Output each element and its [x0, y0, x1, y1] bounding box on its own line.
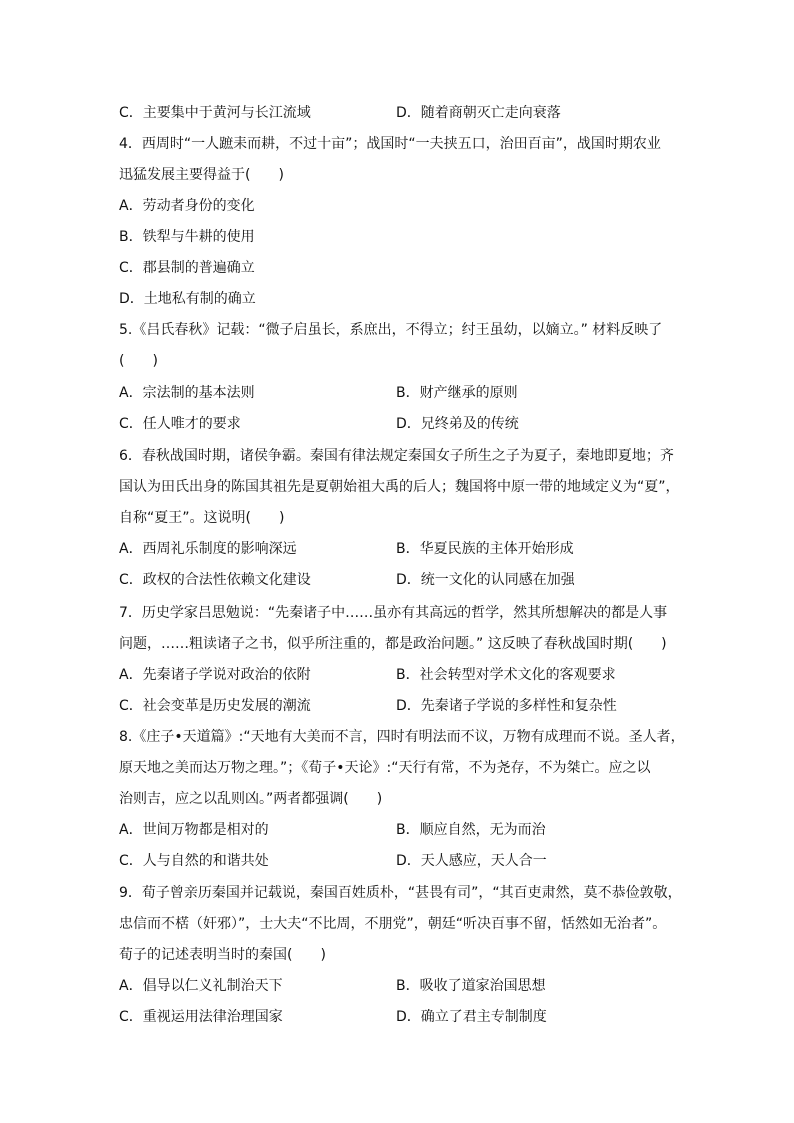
- q5-option-c: C．任人唯才的要求: [119, 416, 241, 432]
- q7-option-a: A．先秦诸子学说对政治的依附: [119, 667, 311, 683]
- q8-option-a: A．世间万物都是相对的: [119, 822, 269, 838]
- q4-stem-line-2: 迅猛发展主要得益于( ): [119, 167, 284, 183]
- q8-option-c: C．人与自然的和谐共处: [119, 853, 269, 869]
- q5-option-a: A．宗法制的基本法则: [119, 385, 255, 401]
- q7-option-c: C．社会变革是历史发展的潮流: [119, 698, 311, 714]
- q3-option-c: C．主要集中于黄河与长江流域: [119, 105, 311, 121]
- q7-option-b: B．社会转型对学术文化的客观要求: [396, 667, 616, 683]
- q5-stem-line-1: 5.《吕氏春秋》记载：“微子启虽长，系庶出，不得立；纣王虽幼，以嫡立。” 材料反映了: [119, 322, 663, 338]
- q6-stem-line-1: 6．春秋战国时期，诸侯争霸。秦国有律法规定秦国女子所生之子为夏子，秦地即夏地；齐: [119, 448, 674, 464]
- q7-option-d: D．先秦诸子学说的多样性和复杂性: [396, 698, 617, 714]
- q8-option-d: D．天人感应，天人合一: [396, 853, 547, 869]
- q5-stem-line-2: ( ): [119, 353, 158, 369]
- q6-option-a: A．西周礼乐制度的影响深远: [119, 541, 297, 557]
- q6-option-d: D．统一文化的认同感在加强: [396, 572, 575, 588]
- q4-option-d: D．土地私有制的确立: [119, 291, 256, 307]
- q6-option-c: C．政权的合法性依赖文化建设: [119, 572, 311, 588]
- q8-stem-line-1: 8.《庄子•天道篇》:“天地有大美而不言，四时有明法而不议，万物有成理而不说。圣人者，: [119, 729, 685, 745]
- q6-stem-line-2: 国认为田氏出身的陈国其祖先是夏朝始祖大禹的后人；魏国将中原一带的地域定义为“夏”，: [119, 479, 680, 495]
- q9-option-a: A．倡导以仁义礼制治天下: [119, 978, 283, 994]
- q5-option-b: B．财产继承的原则: [396, 385, 518, 401]
- q4-option-c: C．郡县制的普遍确立: [119, 260, 255, 276]
- q9-stem-line-1: 9．荀子曾亲历秦国并记载说，秦国百姓质朴，“甚畏有司”，“其百吏肃然，莫不恭俭敦敬，: [119, 885, 682, 901]
- q7-stem-line-2: 问题，……粗读诸子之书，似乎所注重的，都是政治问题。” 这反映了春秋战国时期( ): [119, 636, 667, 652]
- q9-option-d: D．确立了君主专制制度: [396, 1009, 547, 1025]
- q7-stem-line-1: 7．历史学家吕思勉说：“先秦诸子中……虽亦有其高远的哲学，然其所想解决的都是人事: [119, 605, 668, 621]
- q9-stem-line-2: 忠信而不楛（奸邪）”，士大夫“不比周，不朋党”，朝廷“听决百事不留，恬然如无治者”。: [119, 916, 667, 932]
- q4-stem-line-1: 4．西周时“一人蹠耒而耕，不过十亩”；战国时“一夫挟五口，治田百亩”，战国时期农业: [119, 136, 661, 152]
- q6-stem-line-3: 自称“夏王”。这说明( ): [119, 510, 285, 526]
- q5-option-d: D．兄终弟及的传统: [396, 416, 519, 432]
- q4-option-a: A．劳动者身份的变化: [119, 198, 255, 214]
- q3-option-d: D．随着商朝灭亡走向衰落: [396, 105, 561, 121]
- q9-option-b: B．吸收了道家治国思想: [396, 978, 546, 994]
- q4-option-b: B．铁犁与牛耕的使用: [119, 229, 255, 245]
- q8-stem-line-2: 原天地之美而达万物之理。”；《荀子•天论》:“天行有常，不为尧存，不为桀亡。应之以: [119, 760, 651, 776]
- q9-stem-line-3: 荀子的记述表明当时的秦国( ): [119, 947, 326, 963]
- q9-option-c: C．重视运用法律治理国家: [119, 1009, 283, 1025]
- q8-option-b: B．顺应自然，无为而治: [396, 822, 546, 838]
- q6-option-b: B．华夏民族的主体开始形成: [396, 541, 574, 557]
- q8-stem-line-3: 治则吉，应之以乱则凶。”两者都强调( ): [119, 791, 383, 807]
